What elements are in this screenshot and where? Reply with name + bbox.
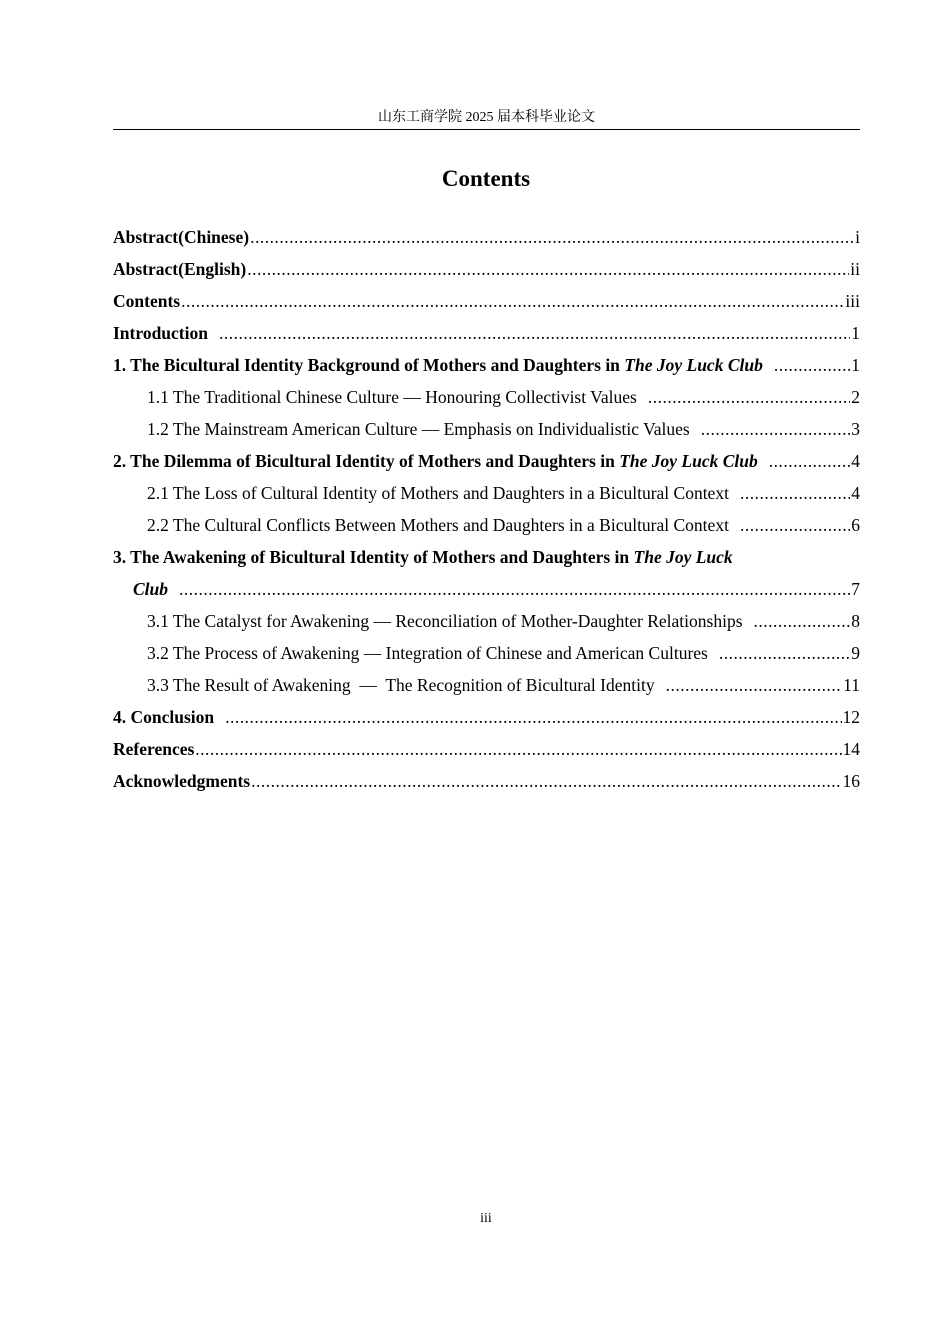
toc-entry-section-3-2[interactable] [113,637,860,669]
dot-leader [195,733,841,765]
toc-entry-text: 2. The Dilemma of Bicultural Identity of Mothers and Daughters in The Joy Luck Club [113,451,758,471]
dot-leader [225,701,841,733]
page-number-footer: iii [480,1211,492,1226]
toc-page-number: 8 [851,611,860,631]
toc-entry-text: Introduction [113,323,208,343]
toc-entry-text: Abstract(English) [113,259,247,279]
toc-entry-text: 4. Conclusion [113,707,215,727]
toc-page-number: 1 [851,323,860,343]
dot-leader [769,445,851,477]
toc-entry-chapter-3-continued[interactable] [113,573,860,605]
toc-entry-text: Club [133,579,169,599]
toc-entry-section-2-2[interactable] [113,509,860,541]
dot-leader [219,317,850,349]
toc-page-number: 3 [851,419,860,439]
dot-leader [740,477,850,509]
toc-entry-introduction[interactable] [113,317,860,349]
toc-entry-section-2-1[interactable] [113,477,860,509]
toc-page-number: 4 [851,483,860,503]
toc-page-number: 11 [843,675,860,695]
toc-entry-chapter-3[interactable] [113,541,860,573]
dot-leader [774,349,850,381]
toc-entry-section-3-1[interactable] [113,605,860,637]
toc-entry-text: 1.2 The Mainstream American Culture — Emphasis on Individualistic Values [147,419,690,439]
dot-leader [181,285,844,317]
toc-page-number: 16 [842,771,860,791]
table-of-contents [113,221,860,797]
toc-entry-text: 2.2 The Cultural Conflicts Between Mothers and Daughters in a Bicultural Context [147,515,729,535]
toc-page-number: iii [845,291,860,311]
toc-entry-abstract-chinese[interactable] [113,221,860,253]
toc-page-number: 1 [851,355,860,375]
dot-leader [666,669,843,701]
toc-entry-section-3-3[interactable] [113,669,860,701]
toc-entry-text: 3. The Awakening of Bicultural Identity of Mothers and Daughters in The Joy Luck [113,547,733,567]
toc-page-number: 12 [842,707,860,727]
dot-leader [648,381,850,413]
toc-entry-text: 1.1 The Traditional Chinese Culture — Honouring Collectivist Values [147,387,637,407]
toc-entry-text: 2.1 The Loss of Cultural Identity of Mothers and Daughters in a Bicultural Context [147,483,729,503]
toc-entry-text: References [113,739,195,759]
toc-entry-section-1-2[interactable] [113,413,860,445]
dot-leader [179,573,850,605]
toc-entry-contents[interactable] [113,285,860,317]
toc-page-number: 7 [851,579,860,599]
toc-entry-text: Abstract(Chinese) [113,227,250,247]
dot-leader [250,221,854,253]
toc-page-number: 9 [851,643,860,663]
toc-entry-references[interactable] [113,733,860,765]
dot-leader [719,637,850,669]
toc-entry-chapter-1[interactable] [113,349,860,381]
toc-entry-section-1-1[interactable] [113,381,860,413]
toc-page-number: 2 [851,387,860,407]
page-title: Contents [441,166,531,191]
toc-entry-text: 3.2 The Process of Awakening — Integration of Chinese and American Cultures [147,643,708,663]
toc-entry-text: 1. The Bicultural Identity Background of Mothers and Daughters in The Joy Luck Club [113,355,763,375]
toc-entry-acknowledgments[interactable] [113,765,860,797]
toc-page-number: 6 [851,515,860,535]
toc-entry-text: Contents [113,291,181,311]
toc-entry-abstract-english[interactable] [113,253,860,285]
dot-leader [701,413,851,445]
dot-leader [251,765,841,797]
toc-page-number: ii [850,259,860,279]
toc-entry-text: Acknowledgments [113,771,251,791]
toc-entry-chapter-2[interactable] [113,445,860,477]
toc-page-number: 4 [851,451,860,471]
toc-entry-text: 3.3 The Result of Awakening — The Recognition of Bicultural Identity [147,675,655,695]
dot-leader [754,605,851,637]
toc-entry-text: 3.1 The Catalyst for Awakening — Reconciliation of Mother-Daughter Relationships [147,611,743,631]
dot-leader [247,253,849,285]
toc-page-number: i [855,227,860,247]
running-header: 山东工商学院 2025 届本科毕业论文 [113,107,860,130]
toc-page-number: 14 [842,739,860,759]
dot-leader [740,509,850,541]
toc-entry-conclusion[interactable] [113,701,860,733]
